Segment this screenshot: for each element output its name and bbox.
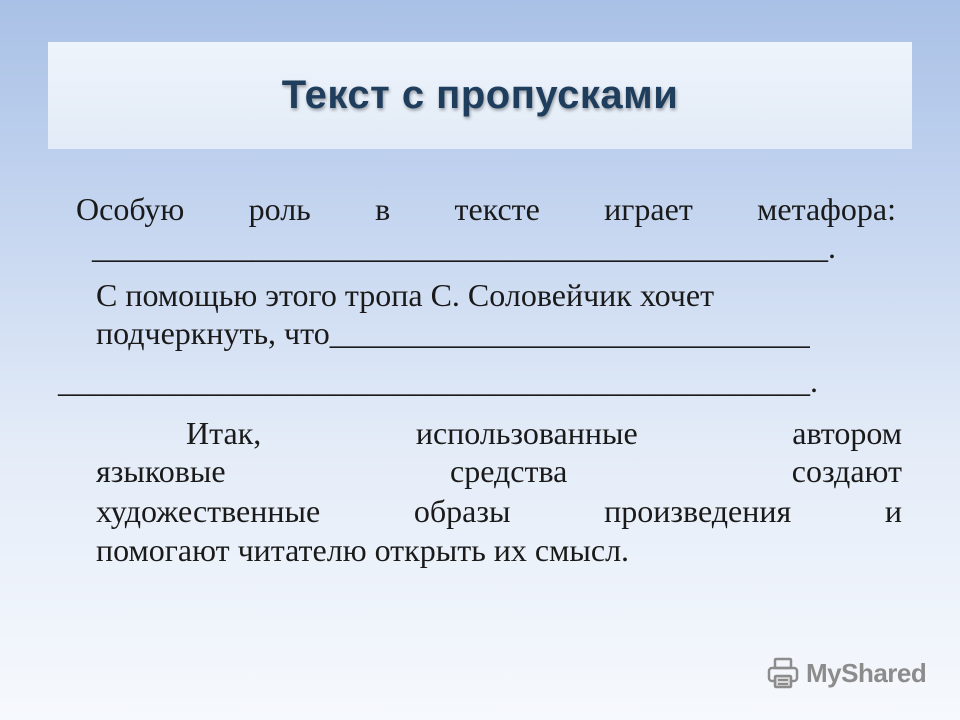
printer-icon — [766, 656, 800, 690]
word: Итак, — [186, 415, 262, 451]
paragraph1-line4: подчеркнуть, что______________________________ — [96, 315, 810, 351]
word: средства — [450, 453, 568, 489]
word: роль — [248, 191, 311, 227]
paragraph2-line3 — [96, 492, 902, 530]
paragraph2-line4: помогают читателю открыть их смысл. — [96, 532, 630, 568]
word: играет — [604, 191, 693, 227]
word: языковые — [96, 453, 226, 489]
word: автором — [792, 415, 902, 451]
word: художественные — [96, 493, 321, 529]
paragraph1-line5-blank: _______________________________________________. — [58, 363, 818, 399]
word: тексте — [454, 191, 540, 227]
watermark-text: MyShared — [806, 657, 927, 688]
word: Особую — [76, 191, 185, 227]
paragraph1-line3: С помощью этого тропа С. Соловейчик хочет — [96, 277, 715, 313]
word: и — [884, 493, 902, 529]
paragraph1-line1 — [76, 190, 896, 228]
paragraph1-line2-blank: ______________________________________________. — [92, 229, 836, 265]
paragraph2-line2 — [96, 452, 902, 490]
paragraph2-line1 — [96, 414, 902, 452]
title-banner — [48, 42, 912, 149]
word: произведения — [604, 493, 792, 529]
word: метафора: — [757, 191, 896, 227]
slide-title: Текст с пропусками — [281, 73, 679, 117]
word: использованные — [415, 415, 638, 451]
watermark — [766, 656, 926, 690]
word: образы — [413, 493, 511, 529]
word: в — [375, 191, 391, 227]
word: создают — [791, 453, 902, 489]
